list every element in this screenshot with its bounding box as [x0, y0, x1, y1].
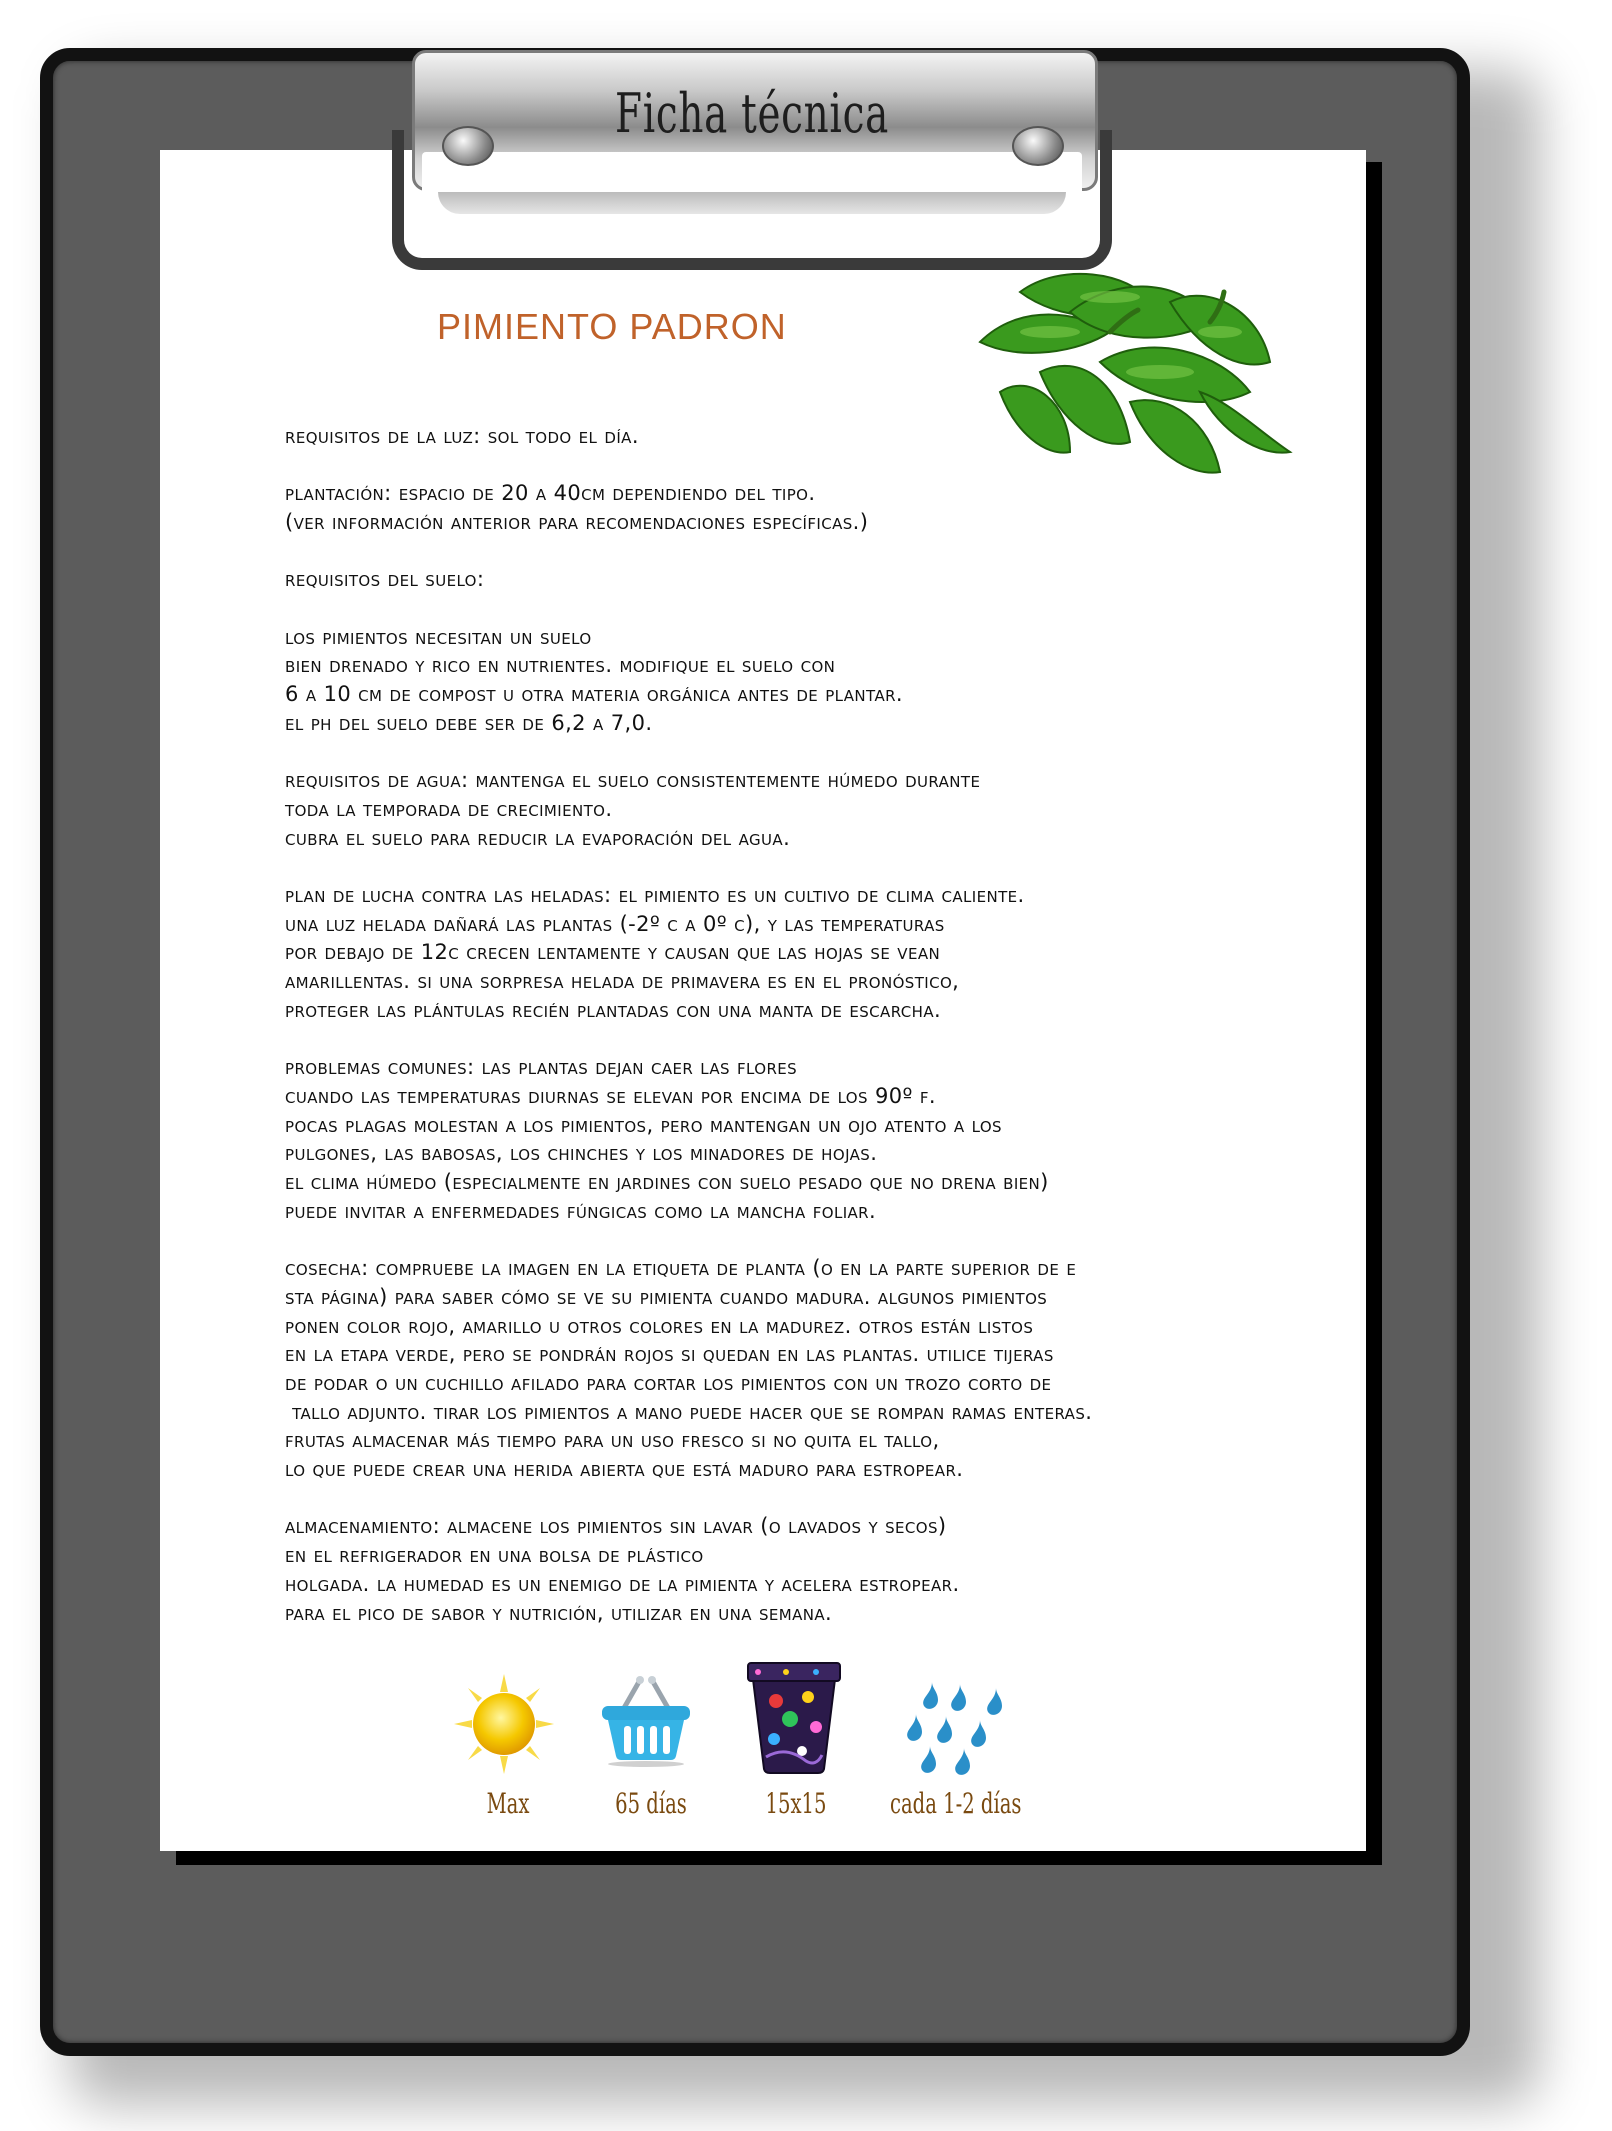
body-line	[285, 1225, 1385, 1254]
clip-band	[438, 192, 1066, 214]
body-line	[285, 1484, 1385, 1513]
body-line: por debajo de 12c crecen lentamente y causan que las hojas se vean	[285, 940, 941, 965]
body-line: plantación: espacio de 20 a 40cm dependiendo del tipo.	[285, 481, 816, 506]
body-line: en la etapa verde, pero se pondrán rojos si quedan en las plantas. utilice tijeras	[285, 1342, 1054, 1367]
document-body	[285, 393, 1385, 1656]
sun-caption: Max	[486, 1787, 530, 1820]
body-line: cubra el suelo para reducir la evaporación del agua.	[285, 825, 791, 850]
clipboard-clip	[392, 40, 1112, 250]
body-line	[285, 737, 1385, 766]
body-line: proteger las plántulas recién plantadas con una manta de escarcha.	[285, 997, 942, 1022]
body-line: toda la temporada de crecimiento.	[285, 796, 613, 821]
body-line: amarillentas. si una sorpresa helada de primavera es en el pronóstico,	[285, 969, 960, 994]
sun-icon	[452, 1672, 556, 1776]
body-line: problemas comunes: las plantas dejan caer las flores	[285, 1055, 798, 1080]
body-line: pulgones, las babosas, los chinches y los minadores de hojas.	[285, 1141, 878, 1166]
body-line: plan de lucha contra las heladas: el pimiento es un cultivo de clima caliente.	[285, 882, 1025, 907]
body-line: los pimientos necesitan un suelo	[285, 624, 592, 649]
pot-size-caption: 15x15	[765, 1787, 827, 1820]
body-line: en el refrigerador en una bolsa de plástico	[285, 1543, 704, 1568]
harvest-days-caption: 65 días	[615, 1787, 687, 1820]
body-line: bien drenado y rico en nutrientes. modifique el suelo con	[285, 653, 836, 678]
body-line: 6 a 10 cm de compost u otra materia orgánica antes de plantar.	[285, 682, 904, 707]
body-line: para el pico de sabor y nutrición, utilizar en una semana.	[285, 1600, 833, 1625]
document-title: PIMIENTO PADRON	[437, 306, 787, 347]
body-line: cosecha: compruebe la imagen en la etiqueta de planta (o en la parte superior de e	[285, 1256, 1077, 1281]
body-line: requisitos de agua: mantenga el suelo consistentemente húmedo durante	[285, 768, 981, 793]
body-line: el ph del suelo debe ser de 6,2 a 7,0.	[285, 710, 653, 735]
watering-caption: cada 1-2 días	[890, 1787, 1022, 1820]
clipboard-title: Ficha técnica	[615, 82, 889, 145]
body-line	[285, 450, 1385, 479]
body-line: una luz helada dañará las plantas (-2º c a 0º c), y las temperaturas	[285, 911, 945, 936]
body-line	[285, 537, 1385, 566]
body-line	[285, 852, 1385, 881]
body-line: puede invitar a enfermedades fúngicas como la mancha foliar.	[285, 1198, 877, 1223]
body-line: tallo adjunto. tirar los pimientos a mano puede hacer que se rompan ramas enteras.	[285, 1399, 1093, 1424]
body-line: ponen color rojo, amarillo u otros colores en la madurez. otros están listos	[285, 1313, 1034, 1338]
body-line: requisitos del suelo:	[285, 567, 485, 592]
body-line	[285, 594, 1385, 623]
body-line: lo que puede crear una herida abierta que está maduro para estropear.	[285, 1457, 964, 1482]
body-line: sta página) para saber cómo se ve su pimienta cuando madura. algunos pimientos	[285, 1284, 1048, 1309]
body-line: almacenamiento: almacene los pimientos sin lavar (o lavados y secos)	[285, 1514, 947, 1539]
body-line: de podar o un cuchillo afilado para cortar los pimientos con un trozo corto de	[285, 1370, 1052, 1395]
right-rivet-icon	[1012, 126, 1064, 166]
body-line: holgada. la humedad es un enemigo de la pimienta y acelera estropear.	[285, 1571, 960, 1596]
body-line: (ver información anterior para recomendaciones específicas.)	[285, 509, 869, 534]
basket-icon	[596, 1668, 696, 1768]
body-line: requisitos de la luz: sol todo el día.	[285, 423, 639, 448]
water-drops-icon	[902, 1680, 1014, 1776]
left-rivet-icon	[442, 126, 494, 166]
body-line: frutas almacenar más tiempo para un uso fresco si no quita el tallo,	[285, 1428, 940, 1453]
body-line: pocas plagas molestan a los pimientos, pero mantengan un ojo atento a los	[285, 1112, 1002, 1137]
body-line: cuando las temperaturas diurnas se elevan por encima de los 90º f.	[285, 1083, 937, 1108]
body-line	[285, 1024, 1385, 1053]
body-line: el clima húmedo (especialmente en jardines con suelo pesado que no drena bien)	[285, 1169, 1049, 1194]
pot-icon	[746, 1657, 842, 1775]
